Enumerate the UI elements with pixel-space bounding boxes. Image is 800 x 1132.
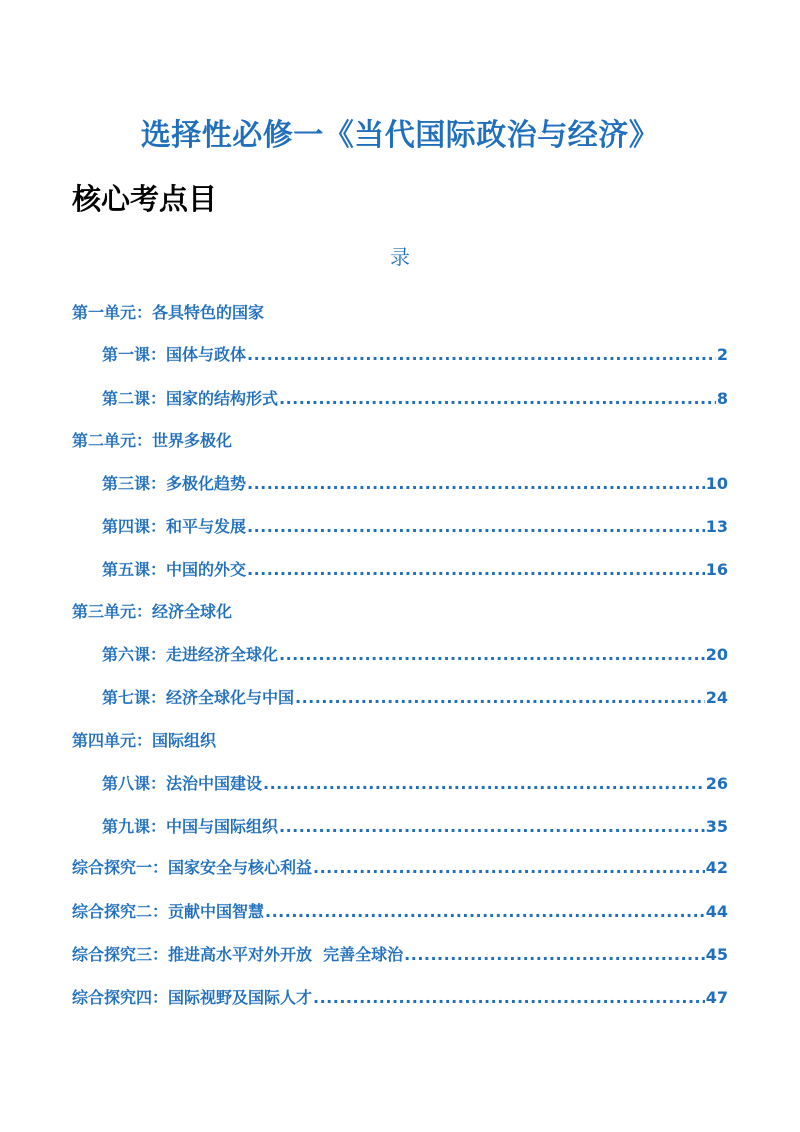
- toc-page-number: 47: [705, 988, 728, 1007]
- toc-unit-1[interactable]: [72, 302, 532, 324]
- toc-exploration-3[interactable]: [72, 944, 728, 966]
- toc-unit-2[interactable]: [72, 430, 532, 452]
- toc-lesson-6[interactable]: [102, 644, 728, 666]
- toc-exploration-2[interactable]: [72, 901, 728, 923]
- toc-leader-dots: [265, 901, 705, 923]
- toc-exploration-label: 综合探究二：贡献中国智慧: [72, 902, 265, 921]
- toc-unit-label: 第三单元：经济全球化: [72, 602, 233, 621]
- toc-unit-label: 第四单元：国际组织: [72, 731, 217, 750]
- toc-leader-dots: [263, 773, 705, 795]
- toc-leader-dots: [279, 816, 705, 838]
- toc-page-number: 20: [705, 645, 728, 664]
- toc-exploration-1[interactable]: [72, 857, 728, 879]
- toc-unit-label: 第一单元：各具特色的国家: [72, 303, 265, 322]
- toc-exploration-label: 综合探究一：国家安全与核心利益: [72, 858, 313, 877]
- toc-page-number: 24: [705, 688, 728, 707]
- toc-lesson-5[interactable]: [102, 559, 728, 581]
- toc-lesson-label: 第七课：经济全球化与中国: [102, 688, 295, 707]
- toc-lesson-label: 第三课：多极化趋势: [102, 474, 247, 493]
- toc-page-number: 16: [705, 560, 728, 579]
- toc-page-number: 42: [705, 858, 728, 877]
- toc-leader-dots: [247, 344, 716, 366]
- toc-unit-4[interactable]: [72, 730, 532, 752]
- toc-page-number: 8: [716, 389, 728, 408]
- toc-lesson-label: 第一课：国体与政体: [102, 345, 247, 364]
- toc-lesson-label: 第二课：国家的结构形式: [102, 389, 279, 408]
- toc-leader-dots: [247, 559, 705, 581]
- toc-unit-3[interactable]: [72, 601, 532, 623]
- toc-lesson-label: 第六课：走进经济全球化: [102, 645, 279, 664]
- toc-page-number: 45: [705, 945, 728, 964]
- toc-lesson-label: 第九课：中国与国际组织: [102, 817, 279, 836]
- document-title: 选择性必修一《当代国际政治与经济》: [140, 118, 660, 153]
- toc-lesson-2[interactable]: [102, 388, 728, 410]
- toc-lesson-1[interactable]: [102, 344, 728, 366]
- toc-lesson-label: 第八课：法治中国建设: [102, 774, 263, 793]
- toc-lesson-label: 第四课：和平与发展: [102, 517, 247, 536]
- toc-page-number: 10: [705, 474, 728, 493]
- toc-unit-label: 第二单元：世界多极化: [72, 431, 233, 450]
- toc-lesson-8[interactable]: [102, 773, 728, 795]
- toc-page-number: 13: [705, 517, 728, 536]
- toc-leader-dots: [247, 516, 705, 538]
- toc-exploration-label: 综合探究三：推进高水平对外开放 完善全球治: [72, 945, 404, 964]
- toc-page-number: 35: [705, 817, 728, 836]
- toc-lesson-9[interactable]: [102, 816, 728, 838]
- toc-leader-dots: [313, 987, 705, 1009]
- toc-page-number: 44: [705, 902, 728, 921]
- toc-heading: 录: [390, 245, 410, 269]
- toc-lesson-label: 第五课：中国的外交: [102, 560, 247, 579]
- toc-page-number: 26: [705, 774, 728, 793]
- document-subtitle: 核心考点目: [72, 182, 218, 216]
- toc-exploration-label: 综合探究四：国际视野及国际人才: [72, 988, 313, 1007]
- toc-lesson-4[interactable]: [102, 516, 728, 538]
- toc-page-number: 2: [716, 345, 728, 364]
- toc-lesson-7[interactable]: [102, 687, 728, 709]
- toc-leader-dots: [279, 644, 705, 666]
- toc-exploration-4[interactable]: [72, 987, 728, 1009]
- toc-leader-dots: [279, 388, 716, 410]
- toc-leader-dots: [404, 944, 705, 966]
- toc-lesson-3[interactable]: [102, 473, 728, 495]
- toc-leader-dots: [295, 687, 705, 709]
- toc-leader-dots: [247, 473, 705, 495]
- toc-leader-dots: [313, 857, 705, 879]
